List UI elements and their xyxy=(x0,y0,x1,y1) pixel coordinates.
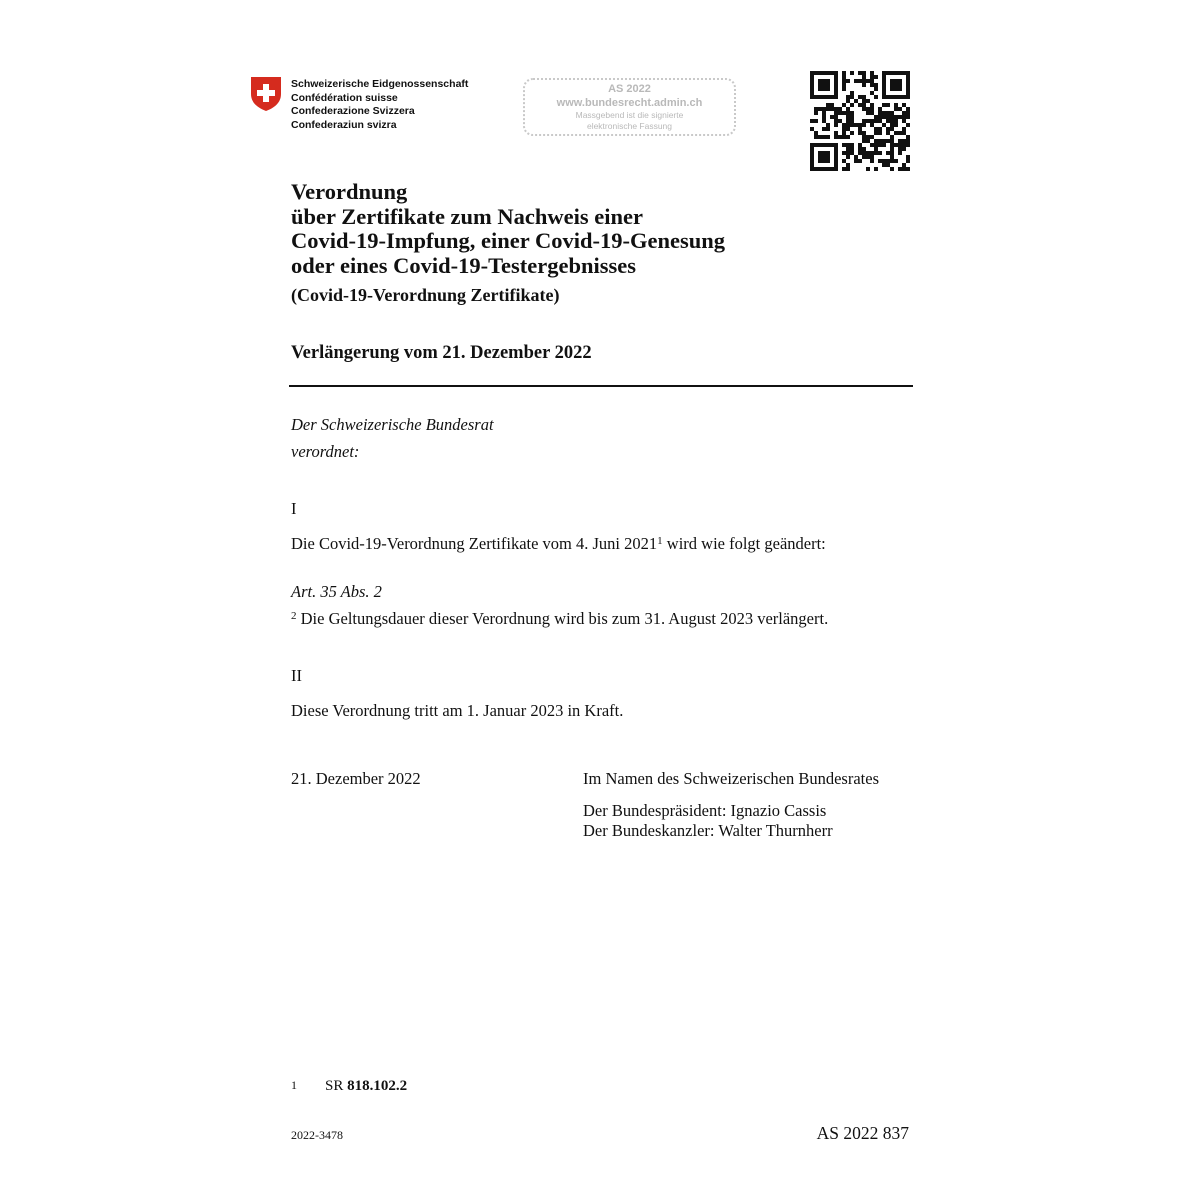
title-line-2: über Zertifikate zum Nachweis einer xyxy=(291,203,644,229)
preamble-decrees: verordnet: xyxy=(291,442,360,461)
section-1-intro xyxy=(291,534,826,554)
footnote-sr-number[interactable]: 818.102.2 xyxy=(347,1078,408,1094)
preamble-issuer: Der Schweizerische Bundesrat xyxy=(291,415,494,434)
signature-block xyxy=(583,769,879,841)
signature-date: 21. Dezember 2022 xyxy=(291,769,421,788)
article-heading: Art. 35 Abs. 2 xyxy=(291,582,382,601)
official-compilation-reference: AS 2022 837 xyxy=(816,1123,909,1143)
title-divider xyxy=(289,385,913,387)
ordinance-title xyxy=(291,180,725,278)
section-1-numeral: I xyxy=(291,499,297,518)
signature-chancellor: Der Bundeskanzler: Walter Thurnherr xyxy=(583,821,833,840)
footnote-number: 1 xyxy=(291,1078,297,1092)
footnote-prefix: SR xyxy=(325,1078,348,1094)
qr-code-icon xyxy=(810,71,910,171)
publication-stamp xyxy=(523,78,736,136)
emblem-line-fr: Confédération suisse xyxy=(291,91,398,104)
paragraph-number: 2 xyxy=(291,610,297,622)
stamp-as-year: AS 2022 xyxy=(608,83,651,95)
title-line-4: oder eines Covid-19-Testergebnisses xyxy=(291,252,636,278)
emblem-line-de: Schweizerische Eidgenossenschaft xyxy=(291,78,469,90)
footnote-text xyxy=(325,1078,407,1095)
emblem-line-rm: Confederaziun svizra xyxy=(291,118,397,131)
short-title: (Covid-19-Verordnung Zertifikate) xyxy=(291,285,560,305)
article-paragraph xyxy=(291,609,828,629)
signature-president: Der Bundespräsident: Ignazio Cassis xyxy=(583,801,827,820)
extension-heading: Verlängerung vom 21. Dezember 2022 xyxy=(291,343,592,363)
signature-on-behalf: Im Namen des Schweizerischen Bundesrates xyxy=(583,769,879,788)
section-2-text: Diese Verordnung tritt am 1. Januar 2023 in Kraft. xyxy=(291,701,624,720)
document-number: 2022-3478 xyxy=(291,1128,343,1142)
stamp-website: www.bundesrecht.admin.ch xyxy=(556,97,703,109)
section-1-intro-text: Die Covid-19-Verordnung Zertifikate vom 4. Juni 2021 xyxy=(291,534,658,553)
section-2-numeral: II xyxy=(291,666,302,685)
emblem-line-it: Confederazione Svizzera xyxy=(291,105,415,118)
stamp-note-1: Massgebend ist die signierte xyxy=(575,110,684,120)
confederation-names xyxy=(291,78,468,132)
stamp-note-2: elektronische Fassung xyxy=(586,120,673,131)
title-line-3: Covid-19-Impfung, einer Covid-19-Genesung xyxy=(291,228,725,254)
title-line-1: Verordnung xyxy=(291,179,408,204)
footnote-marker[interactable]: 1 xyxy=(657,535,663,547)
swiss-cross-icon xyxy=(250,76,282,112)
paragraph-text: Die Geltungsdauer dieser Verordnung wird bis zum 31. August 2023 verlängert. xyxy=(296,609,829,628)
section-1-intro-rest: wird wie folgt geändert: xyxy=(662,534,826,553)
